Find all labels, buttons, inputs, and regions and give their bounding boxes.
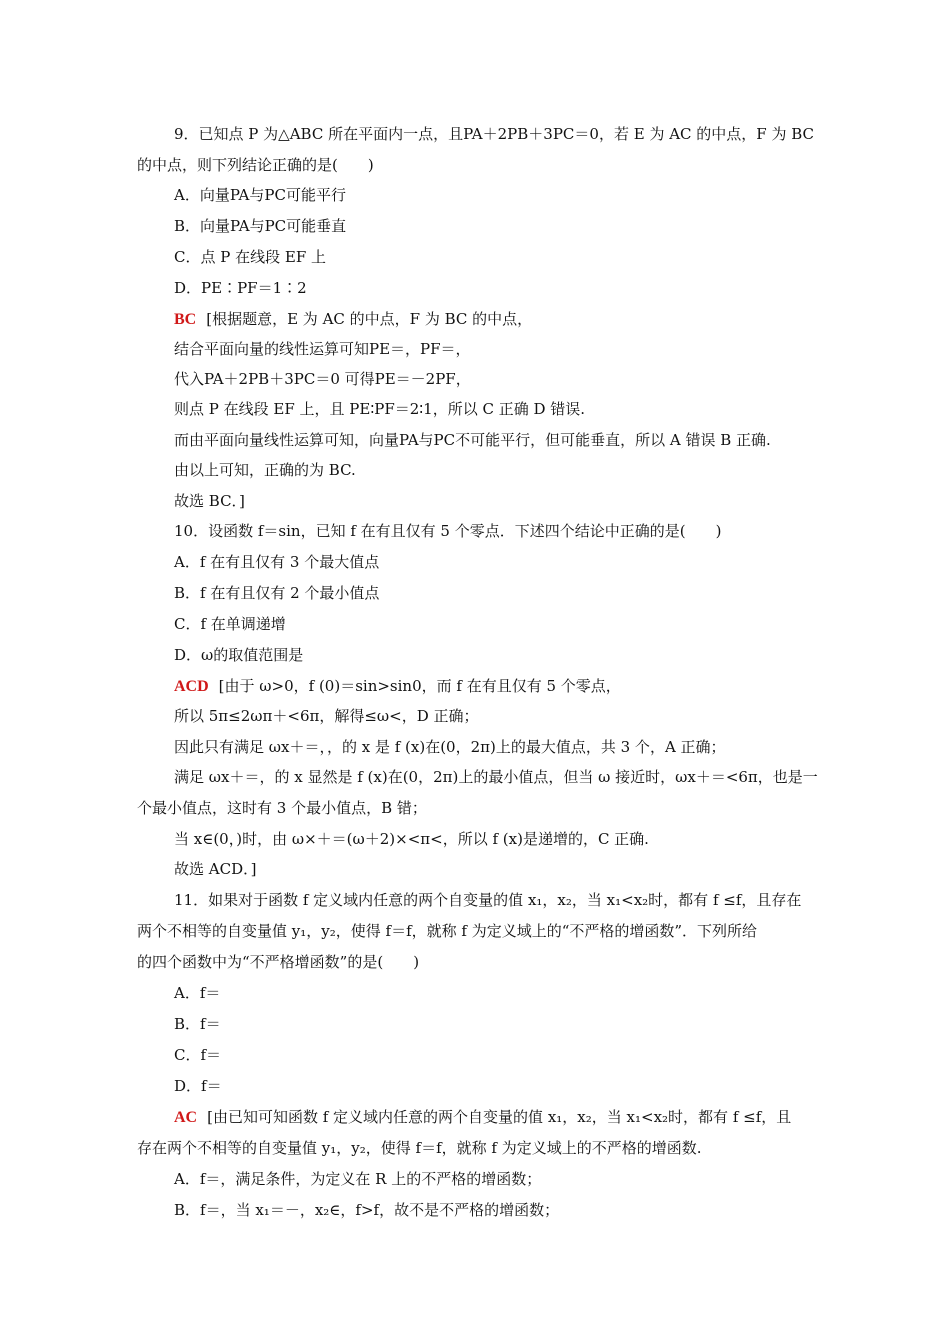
q10-answer-line: [174, 676, 621, 697]
q9-explanation-line: 由以上可知，正确的为 BC.: [174, 461, 356, 479]
q11-stem-line3: 的四个函数中为“不严格增函数”的是( ): [137, 953, 420, 971]
q10-explanation-line: 满足 ωx＋＝，的 x 显然是 f (x)在(0，2π)上的最小值点，但当 ω 接近时，ωx＋＝<6π，也是一: [174, 768, 818, 786]
q9-explanation-line: 故选 BC．]: [174, 492, 245, 510]
q10-explanation-line: 当 x∈(0，)时，由 ω×＋＝(ω＋2)×<π<，所以 f (x)是递增的，C 正确.: [174, 830, 649, 848]
q9-answer-line: [174, 309, 532, 330]
q11-option-d: D．f＝: [174, 1077, 222, 1095]
q11-answer: AC: [174, 1109, 198, 1126]
q11-option-a: A．f＝: [174, 984, 221, 1002]
q9-answer: BC: [174, 311, 197, 328]
q11-option-c: C．f＝: [174, 1046, 222, 1064]
q11-answer-line: [174, 1107, 791, 1128]
q11-explanation-line: A．f＝，满足条件，为定义在 R 上的不严格的增函数；: [174, 1170, 542, 1188]
q9-option-b: B．向量PA与PC可能垂直: [174, 217, 347, 235]
q10-explanation-line: 个最小值点，这时有 3 个最小值点，B 错；: [137, 799, 427, 817]
q10-option-a: A．f 在有且仅有 3 个最大值点: [174, 553, 380, 571]
q9-option-a: A．向量PA与PC可能平行: [174, 186, 346, 204]
q11-explanation-line: B．f＝，当 x₁＝－，x₂∈，f>f，故不是不严格的增函数；: [174, 1201, 560, 1219]
q9-option-d: D．PE∶PF＝1∶2: [174, 279, 307, 297]
q11-explanation-line: 存在两个不相等的自变量值 y₁，y₂，使得 f＝f，就称 f 为定义域上的不严格的增函数.: [137, 1139, 702, 1157]
q10-answer: ACD: [174, 678, 209, 695]
q10-explanation-line: 所以 5π≤2ωπ＋<6π，解得≤ω<，D 正确；: [174, 707, 479, 725]
q11-stem-line1: 11．如果对于函数 f 定义域内任意的两个自变量的值 x₁，x₂，当 x₁<x₂时，都有 f ≤f，且存在: [174, 891, 802, 909]
q9-option-c: C．点 P 在线段 EF 上: [174, 248, 327, 266]
q9-stem-line1: 9．已知点 P 为△ABC 所在平面内一点，且PA＋2PB＋3PC＝0，若 E 为 AC 的中点，F 为 BC: [174, 125, 815, 143]
q10-explanation-line: 故选 ACD．]: [174, 860, 257, 878]
q10-option-d: D．ω的取值范围是: [174, 646, 304, 664]
q10-stem-line1: 10．设函数 f＝sin，已知 f 在有且仅有 5 个零点．下述四个结论中正确的是( ): [174, 522, 722, 540]
q9-stem-line2: 的中点，则下列结论正确的是( ): [137, 156, 374, 174]
q9-explanation-line: [根据题意，E 为 AC 的中点，F 为 BC 的中点，: [206, 310, 533, 328]
q9-explanation-line: 代入PA＋2PB＋3PC＝0 可得PE＝－2PF，: [174, 370, 471, 388]
q10-option-b: B．f 在有且仅有 2 个最小值点: [174, 584, 380, 602]
q9-explanation-line: 则点 P 在线段 EF 上，且 PE∶PF＝2∶1，所以 C 正确 D 错误.: [174, 400, 586, 418]
q10-explanation-line: [由于 ω>0，f (0)＝sin>sin0，而 f 在有且仅有 5 个零点，: [218, 677, 621, 695]
q9-explanation-line: 结合平面向量的线性运算可知PE＝，PF＝，: [174, 340, 471, 358]
q11-explanation-line: [由已知可知函数 f 定义域内任意的两个自变量的值 x₁，x₂，当 x₁<x₂时，都有 f ≤f，且: [207, 1108, 792, 1126]
q9-explanation-line: 而由平面向量线性运算可知，向量PA与PC不可能平行，但可能垂直，所以 A 错误 B 正确.: [174, 431, 771, 449]
q11-option-b: B．f＝: [174, 1015, 221, 1033]
q11-stem-line2: 两个不相等的自变量值 y₁，y₂，使得 f＝f，就称 f 为定义域上的“不严格的增函数”．下列所给: [137, 922, 758, 940]
q10-explanation-line: 因此只有满足 ωx＋＝，，的 x 是 f (x)在(0，2π)上的最大值点，共 3 个，A 正确；: [174, 738, 726, 756]
q10-option-c: C．f 在单调递增: [174, 615, 286, 633]
